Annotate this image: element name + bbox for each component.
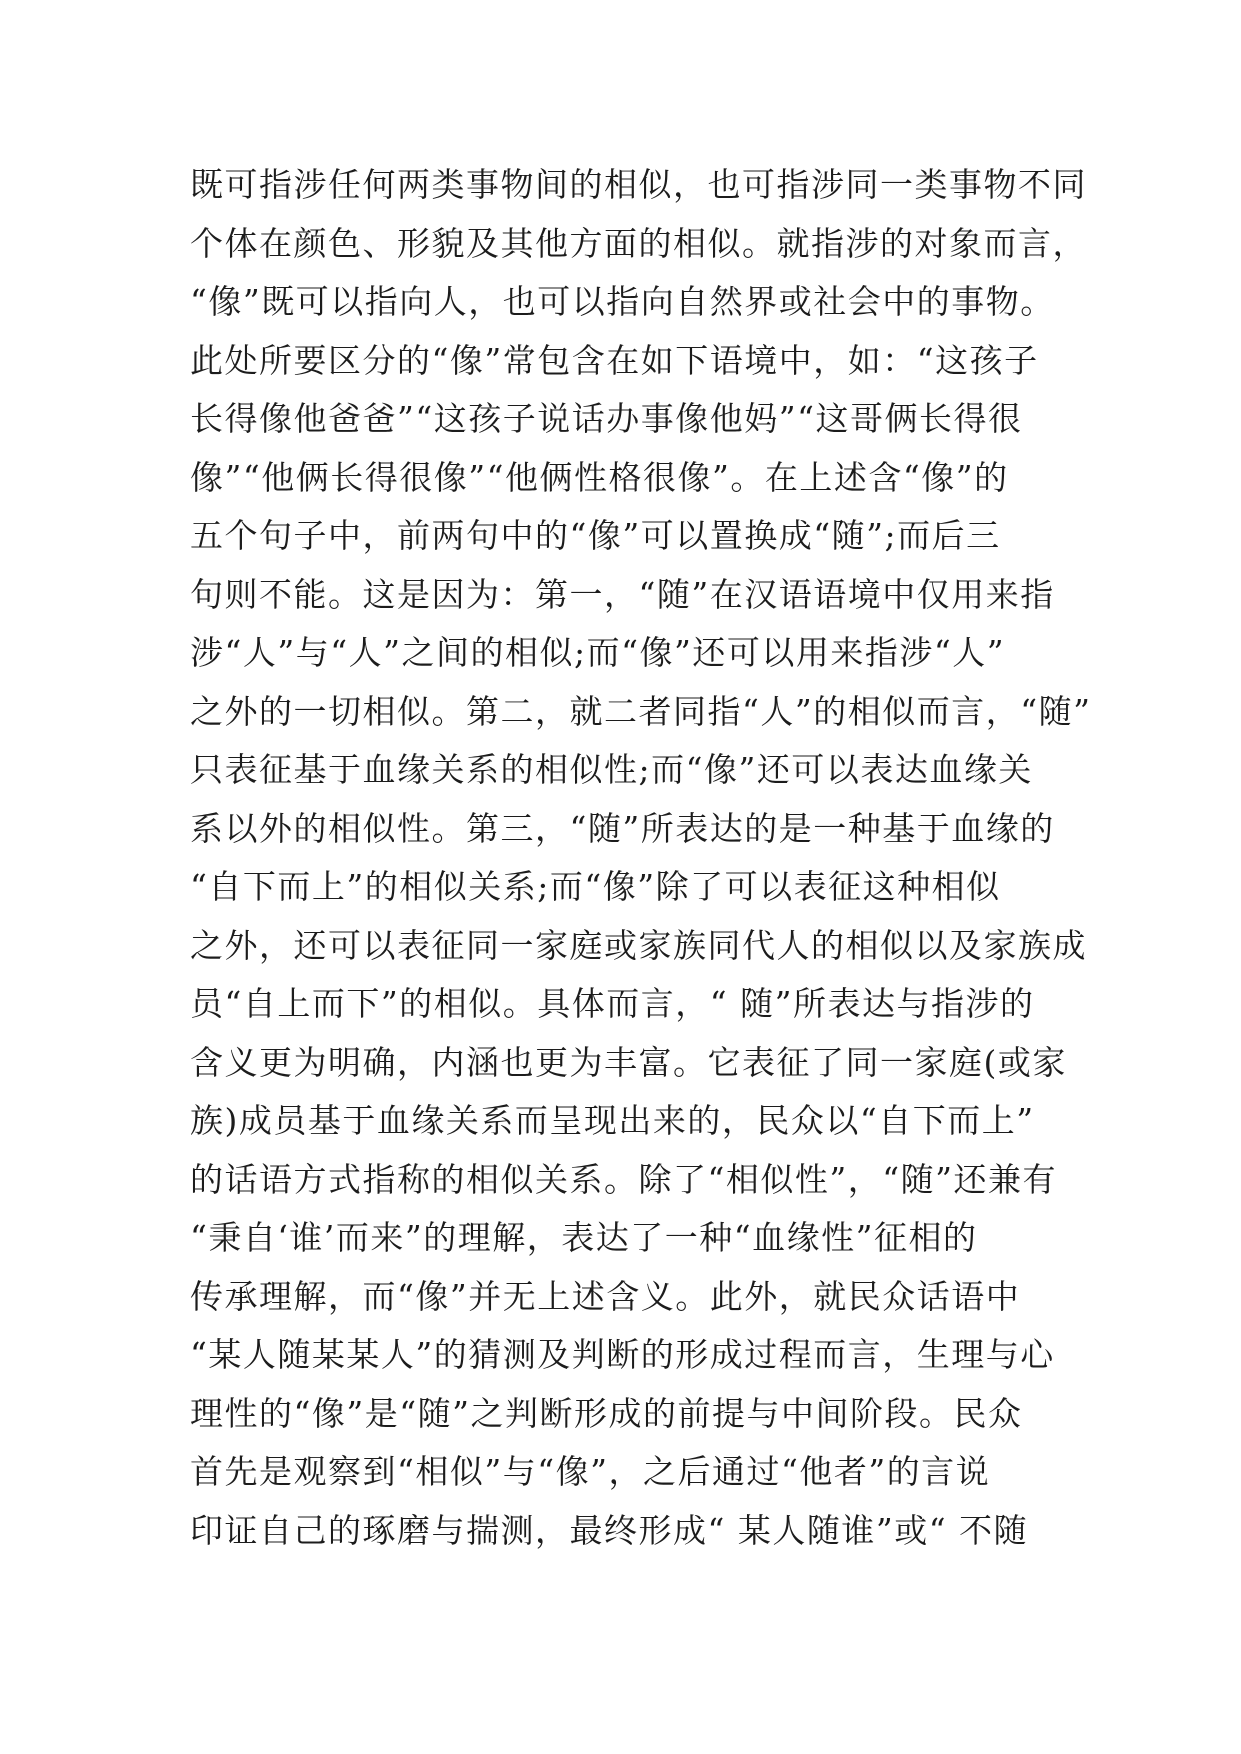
text-line: 此处所要区分的“像”常包含在如下语境中，如：“这孩子 <box>190 340 1039 380</box>
text-line: 像”“他俩长得很像”“他俩性格很像”。在上述含“像”的 <box>190 457 1009 497</box>
text-line: 理性的“像”是“随”之判断形成的前提与中间阶段。民众 <box>190 1393 1023 1433</box>
text-line: 之外，还可以表征同一家庭或家族同代人的相似以及家族成 <box>190 925 1087 965</box>
text-line: 个体在颜色、形貌及其他方面的相似。就指涉的对象而言， <box>190 223 1087 263</box>
body-text <box>190 156 1092 1560</box>
text-line: “秉自‘谁’而来”的理解，表达了一种“血缘性”征相的 <box>190 1218 978 1257</box>
text-line: “像”既可以指向人，也可以指向自然界或社会中的事物。 <box>190 282 1055 321</box>
text-line: 的话语方式指称的相似关系。除了“相似性”，“随”还兼有 <box>190 1159 1057 1199</box>
text-line: 含义更为明确，内涵也更为丰富。它表征了同一家庭(或家 <box>190 1042 1067 1082</box>
text-line: 既可指涉任何两类事物间的相似，也可指涉同一类事物不同 <box>190 165 1087 204</box>
text-line: 涉“人”与“人”之间的相似;而“像”还可以用来指涉“人” <box>190 633 1006 672</box>
text-line: 五个句子中，前两句中的“像”可以置换成“随”;而后三 <box>190 516 1001 555</box>
text-line: 族)成员基于血缘关系而呈现出来的，民众以“自下而上” <box>190 1101 1035 1140</box>
text-line: 长得像他爸爸”“这孩子说话办事像他妈”“这哥俩长得很 <box>190 399 1023 438</box>
text-line: “某人随某某人”的猜测及判断的形成过程而言，生理与心 <box>190 1335 1055 1374</box>
text-line: 句则不能。这是因为：第一，“随”在汉语语境中仅用来指 <box>190 574 1055 614</box>
text-line: 首先是观察到“相似”与“像”，之后通过“他者”的言说 <box>190 1452 991 1491</box>
text-line: “自下而上”的相似关系;而“像”除了可以表征这种相似 <box>190 867 1001 906</box>
text-line: 员“自上而下”的相似。具体而言，“ 随”所表达与指涉的 <box>190 984 1035 1023</box>
text-line: 系以外的相似性。第三，“随”所表达的是一种基于血缘的 <box>190 808 1055 848</box>
text-line: 印证自己的琢磨与揣测，最终形成“ 某人随谁”或“ 不随 <box>190 1510 1029 1550</box>
text-line: 只表征基于血缘关系的相似性;而“像”还可以表达血缘关 <box>190 750 1033 789</box>
text-line: 传承理解，而“像”并无上述含义。此外，就民众话语中 <box>190 1276 1021 1316</box>
text-line: 之外的一切相似。第二，就二者同指“人”的相似而言，“随” <box>190 691 1092 731</box>
